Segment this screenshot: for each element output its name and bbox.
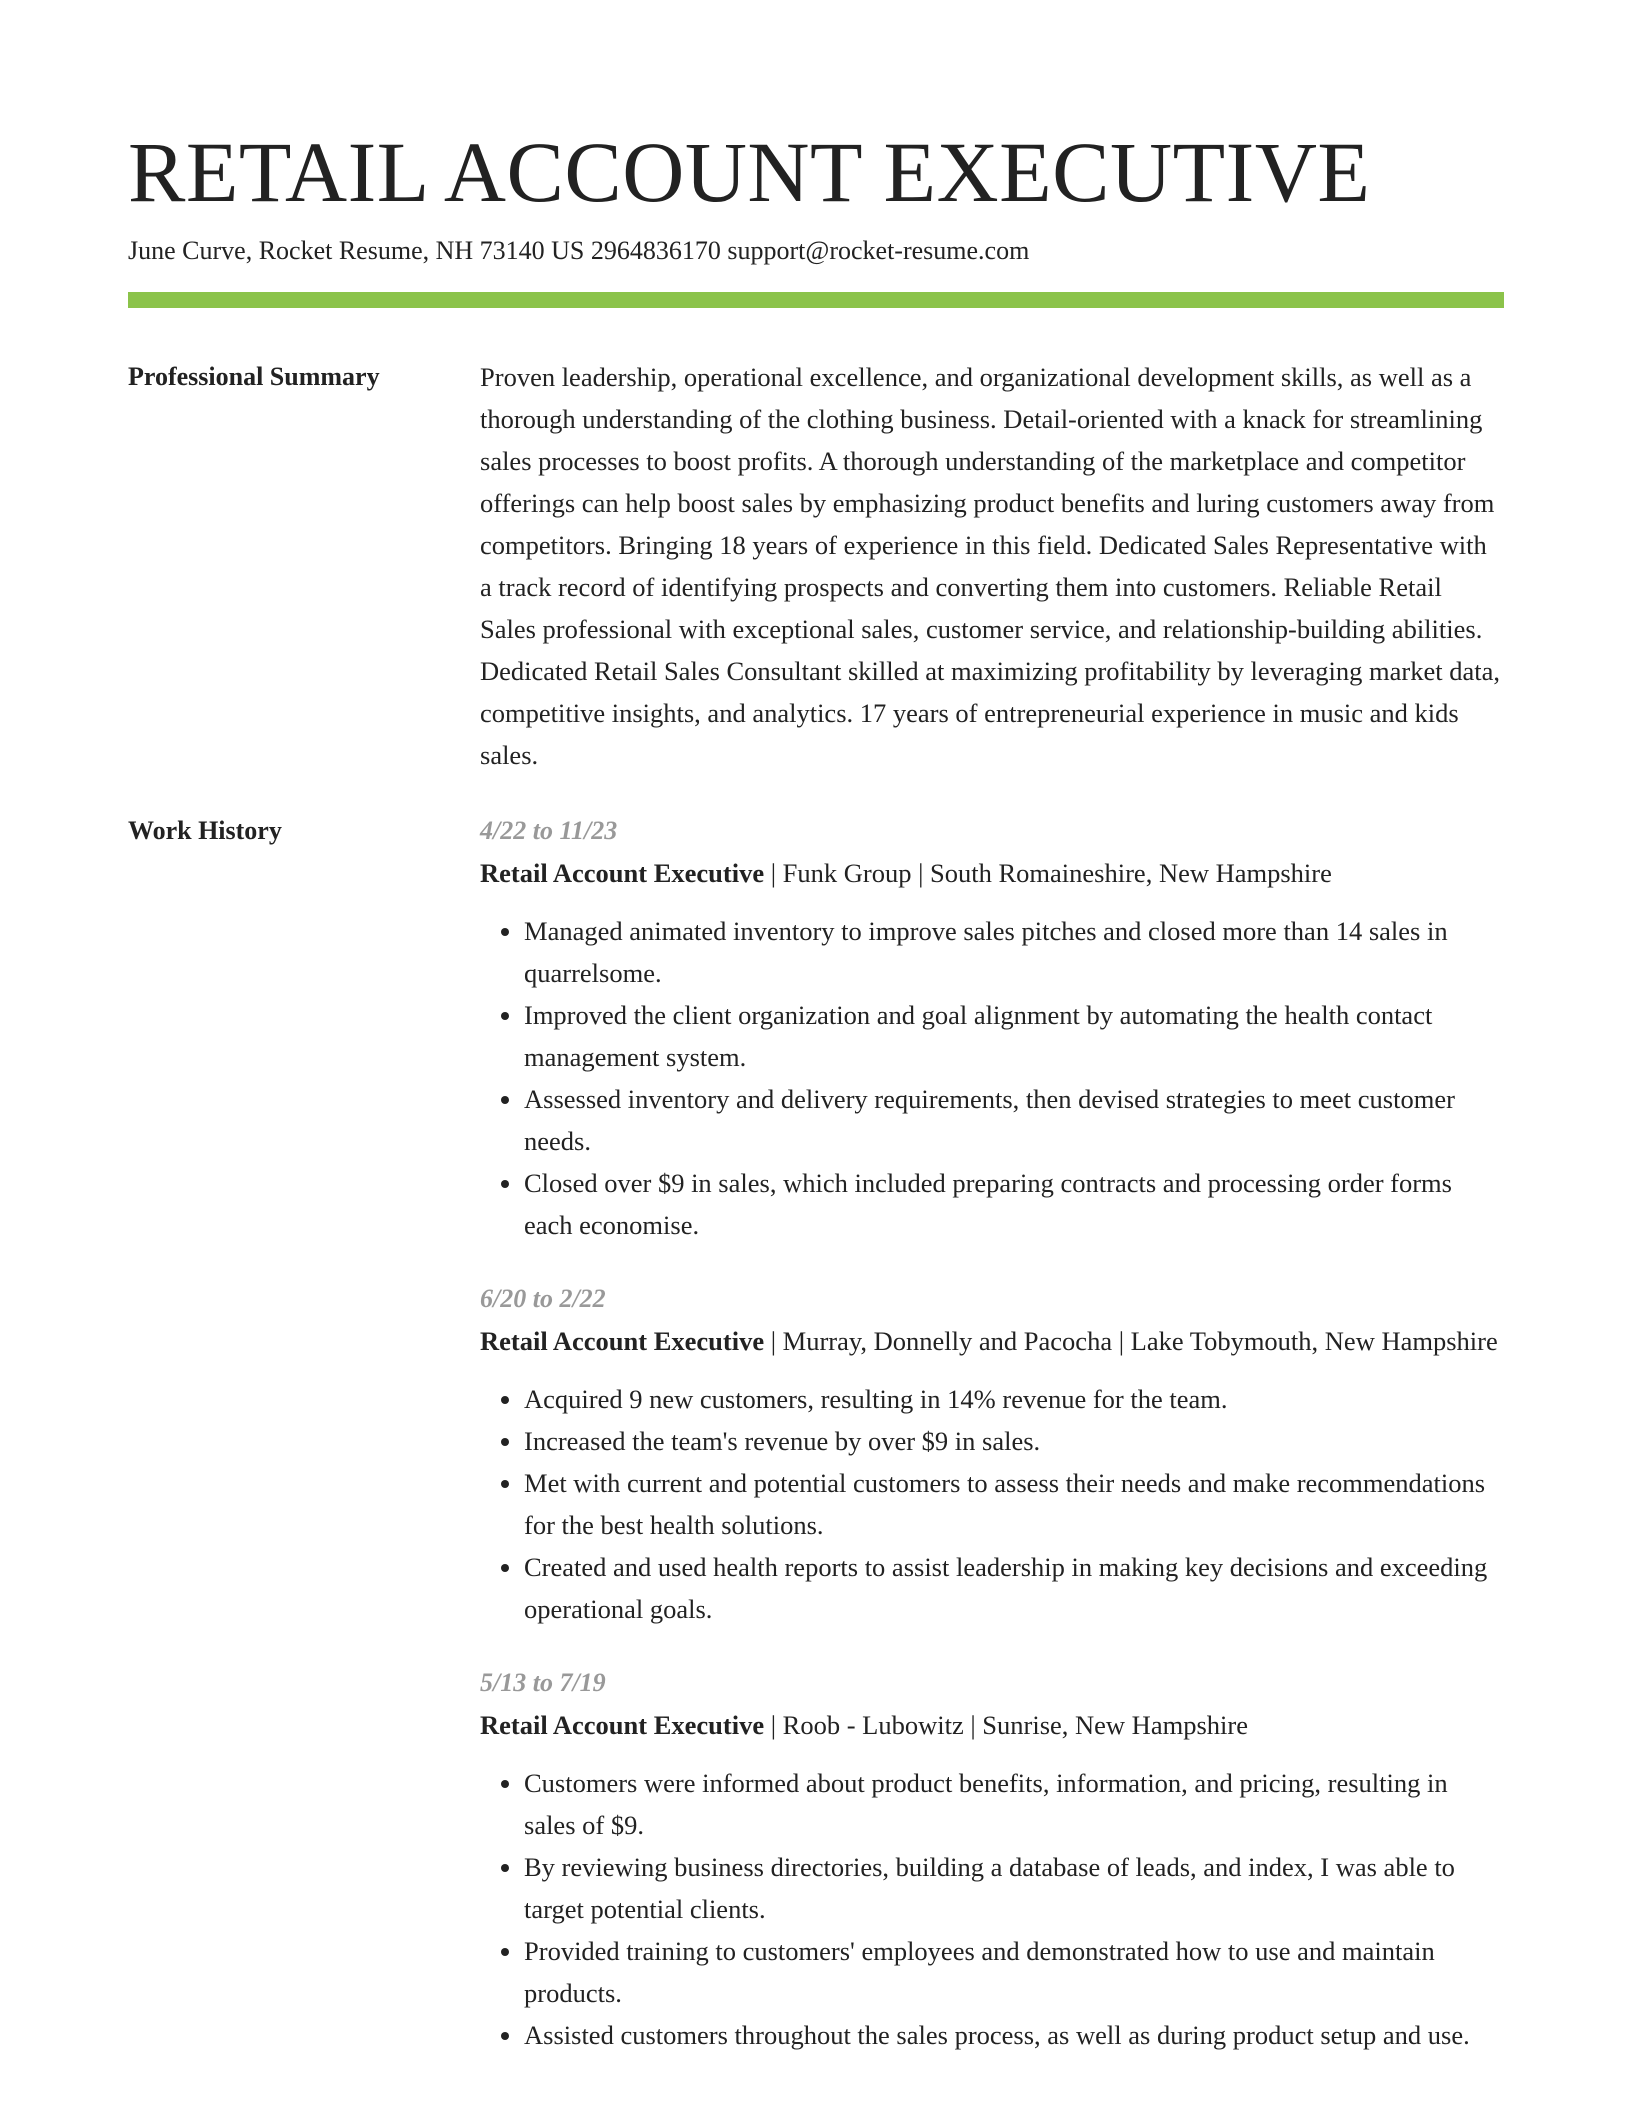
section-label-work-history: Work History (128, 816, 282, 845)
job-company-location: | Roob - Lubowitz | Sunrise, New Hampshire (764, 1710, 1248, 1740)
contact-line: June Curve, Rocket Resume, NH 73140 US 2964836170 support@rocket-resume.com (128, 236, 1030, 265)
job-bullet: • Met with current and potential customers to assess their needs and make recommendations for the best health solutions. (524, 1462, 1504, 1546)
job-heading (480, 1320, 1504, 1362)
summary-body (480, 356, 1504, 776)
resume-page (128, 120, 1504, 2088)
section-label-summary: Professional Summary (128, 362, 380, 391)
job-dates: 5/13 to 7/19 (480, 1668, 606, 1697)
job-entry (480, 810, 1504, 1246)
job-bullet: • Customers were informed about product benefits, information, and pricing, resulting in sales of $9. (524, 1762, 1504, 1846)
job-entry (480, 1662, 1504, 2056)
job-bullet: • Acquired 9 new customers, resulting in 14% revenue for the team. (524, 1378, 1504, 1420)
job-bullet: • By reviewing business directories, building a database of leads, and index, I was able to target potential clients. (524, 1846, 1504, 1930)
job-title: Retail Account Executive (480, 1710, 765, 1740)
work-history-section (128, 810, 1504, 2088)
job-entry (480, 1278, 1504, 1630)
job-bullet-list (480, 1762, 1504, 2056)
job-bullet: • Assessed inventory and delivery requirements, then devised strategies to meet customer needs. (524, 1078, 1504, 1162)
job-title: Retail Account Executive (480, 1326, 765, 1356)
job-bullet: • Created and used health reports to assist leadership in making key decisions and exceeding operational goals. (524, 1546, 1504, 1630)
summary-text: Proven leadership, operational excellence, and organizational development skills, as well as a thorough understanding of the clothing business. Detail-oriented with a knack for streamlining sales processes to boost profits. A thorough understanding of the marketplace and competitor offerings can help boost sales by emphasizing product benefits and luring customers away from competitors. Bringing 18 years of experience in this field. Dedicated Sales Representative with a track record of identifying prospects and converting them into customers. Reliable Retail Sales professional with exceptional sales, customer service, and relationship-building abilities. Dedicated Retail Sales Consultant skilled at maximizing profitability by leveraging market data, competitive insights, and analytics. 17 years of entrepreneurial experience in music and kids sales. (480, 362, 1500, 770)
job-bullet: • Improved the client organization and goal alignment by automating the health contact management system. (524, 994, 1504, 1078)
job-company-location: | Murray, Donnelly and Pacocha | Lake Tobymouth, New Hampshire (764, 1326, 1498, 1356)
work-history-body (480, 810, 1504, 2088)
resume-title: RETAIL ACCOUNT EXECUTIVE (128, 124, 1371, 220)
job-bullet-list (480, 910, 1504, 1246)
professional-summary-section (128, 356, 1504, 776)
job-bullet: • Provided training to customers' employees and demonstrated how to use and maintain products. (524, 1930, 1504, 2014)
job-company-location: | Funk Group | South Romaineshire, New Hampshire (764, 858, 1332, 888)
job-bullet-list (480, 1378, 1504, 1630)
accent-divider (128, 292, 1504, 308)
job-title: Retail Account Executive (480, 858, 765, 888)
job-heading (480, 1704, 1504, 1746)
job-bullet: • Managed animated inventory to improve sales pitches and closed more than 14 sales in quarrelsome. (524, 910, 1504, 994)
job-dates: 6/20 to 2/22 (480, 1284, 606, 1313)
job-bullet: • Closed over $9 in sales, which included preparing contracts and processing order forms each economise. (524, 1162, 1504, 1246)
job-dates: 4/22 to 11/23 (480, 816, 618, 845)
job-heading (480, 852, 1504, 894)
job-bullet: • Increased the team's revenue by over $9 in sales. (524, 1420, 1504, 1462)
job-bullet: • Assisted customers throughout the sales process, as well as during product setup and use. (524, 2014, 1504, 2056)
